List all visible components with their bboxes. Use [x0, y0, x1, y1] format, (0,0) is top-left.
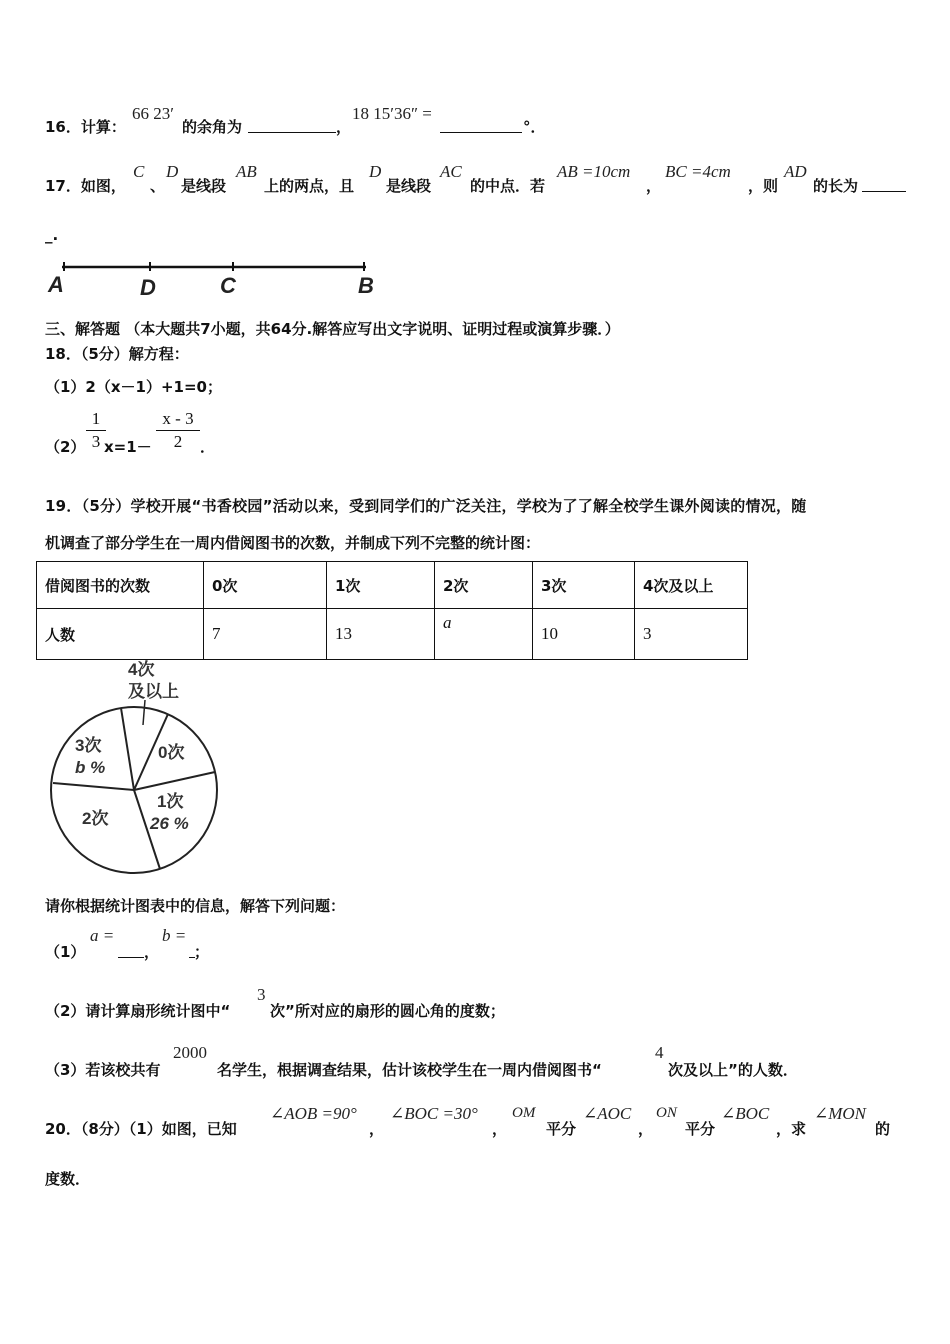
q19-sub3-text-3: 次及以上”的人数． — [668, 1061, 798, 1079]
table-row-counts — [37, 609, 748, 660]
table-cell: 人数 — [37, 609, 204, 660]
q16-number: 16．计算： — [45, 118, 126, 136]
q17-var-d2: D — [369, 162, 382, 181]
q19-sub1-comma: ， — [144, 943, 160, 961]
q19-line-1: 19．（5分）学校开展“书香校园”活动以来，受到同学们的广泛关注，学校为了了解全校学生课外阅读的情况，随 — [45, 497, 807, 515]
q16-angle-expr-2: 18 15′36″ = — [352, 104, 432, 123]
q19-sub1-end: ； — [194, 943, 210, 961]
pie-label-1: 1次 — [157, 792, 184, 811]
q17-text-1: 是线段 — [181, 177, 227, 195]
q19-prompt: 请你根据统计图表中的信息，解答下列问题： — [45, 897, 346, 915]
table-cell: 3 — [635, 609, 748, 660]
q17-sep: 、 — [150, 177, 166, 195]
q17-text-2: 上的两点，且 — [264, 177, 355, 195]
q20-angle-boc: ∠BOC — [721, 1104, 770, 1123]
q20-comma-3: ， — [638, 1120, 654, 1138]
label-a: A — [48, 272, 64, 297]
q19-line-2: 机调查了部分学生在一周内借阅图书的次数，并制成下列不完整的统计图： — [45, 534, 541, 552]
q19-blank-a[interactable] — [118, 942, 144, 958]
table-cell: a — [435, 609, 533, 660]
pie-chart — [44, 655, 229, 877]
pie-label-1-pct: 26 % — [150, 814, 189, 833]
q18-part-1: （1）2（x－1）+1=0； — [45, 378, 222, 396]
q20-line-2: 度数． — [45, 1170, 91, 1188]
q16-angle-expr: 66 23′ — [132, 104, 174, 123]
q20-text: 20．（8分）（1）如图，已知 — [45, 1120, 237, 1138]
q20-text-of: 的 — [875, 1120, 891, 1138]
pie-label-4-line2: 及以上 — [128, 682, 179, 701]
table-cell: 1次 — [327, 562, 435, 609]
q20-text-bisect-1: 平分 — [546, 1120, 577, 1138]
pie-label-4: 4次 — [128, 660, 155, 679]
table-cell: 10 — [533, 609, 635, 660]
q19-sub1-b: b = — [162, 926, 187, 945]
pie-label-3: 3次 — [75, 736, 102, 755]
q16-end: °． — [523, 118, 546, 136]
q17-var-c: C — [133, 162, 145, 181]
table-row-header — [37, 562, 748, 609]
pie-divider — [121, 708, 134, 790]
q19-sub1-a: a = — [90, 926, 115, 945]
frac1-numerator: 1 — [91, 409, 101, 428]
section-3-title: 三、解答题 （本大题共7小题，共64分.解答应写出文字说明、证明过程或演算步骤．） — [45, 320, 620, 338]
label-d: D — [140, 275, 156, 300]
q17-text-6: 的长为 — [813, 177, 859, 195]
pie-label-3-pct: b % — [75, 758, 106, 777]
segment-figure — [44, 255, 384, 300]
q19-sub3-num: 2000 — [173, 1043, 207, 1062]
label-c: C — [220, 273, 236, 298]
q18-part-2-end: ． — [200, 438, 216, 456]
pie-label-0: 0次 — [158, 743, 185, 762]
q20-angle-mon: ∠MON — [814, 1104, 867, 1123]
q17-blank[interactable] — [862, 176, 906, 192]
table-cell: 0次 — [204, 562, 327, 609]
frac2-denominator: 2 — [173, 432, 183, 451]
q17-var-d: D — [166, 162, 179, 181]
q18-fraction-2 — [156, 409, 200, 452]
table-cell: 2次 — [435, 562, 533, 609]
pie-divider — [134, 772, 215, 790]
pie-divider — [53, 783, 134, 790]
q20-eq-aob: ∠AOB =90° — [270, 1104, 357, 1123]
q16-comma: ， — [336, 118, 352, 136]
q19-sub2-num: 3 — [257, 985, 266, 1004]
q19-sub3-text-2: 名学生，根据调查结果，估计该校学生在一周内借阅图书“ — [217, 1061, 602, 1079]
q20-var-on: ON — [656, 1105, 677, 1121]
pie-leader-line — [143, 700, 145, 725]
stats-table — [36, 561, 748, 660]
q16-blank-1[interactable] — [248, 117, 336, 133]
q17-var-ad: AD — [784, 162, 807, 181]
table-cell: 13 — [327, 609, 435, 660]
q19-sub3-num-2: 4 — [655, 1043, 664, 1062]
q20-comma-1: ， — [369, 1120, 385, 1138]
q19-sub2-text: （2）请计算扇形统计图中“ — [45, 1002, 231, 1020]
q20-text-find: ，求 — [776, 1120, 807, 1138]
q20-eq-boc: ∠BOC =30° — [390, 1104, 478, 1123]
q17-end: _. — [45, 226, 59, 244]
q17-var-ac: AC — [440, 162, 462, 181]
frac1-denominator: 3 — [91, 432, 101, 451]
q17-var-ab: AB — [236, 162, 257, 181]
q18-part-2-mid: x=1－ — [104, 438, 152, 456]
q18-title: 18．（5分）解方程： — [45, 345, 189, 363]
q18-fraction-1 — [86, 409, 106, 452]
table-cell: 借阅图书的次数 — [37, 562, 204, 609]
frac2-numerator: x - 3 — [162, 409, 194, 428]
q16-text: 的余角为 — [182, 118, 243, 136]
q20-text-bisect-2: 平分 — [685, 1120, 716, 1138]
q17-eq-ab: AB =10cm — [557, 162, 631, 181]
label-b: B — [358, 273, 374, 298]
table-cell: 7 — [204, 609, 327, 660]
table-cell: 3次 — [533, 562, 635, 609]
q16-blank-2[interactable] — [440, 117, 522, 133]
table-cell: 4次及以上 — [635, 562, 748, 609]
frac2-bar — [156, 430, 200, 431]
q19-sub3-text: （3）若该校共有 — [45, 1061, 161, 1079]
q17-text-4: 的中点．若 — [470, 177, 546, 195]
q17-eq-bc: BC =4cm — [665, 162, 731, 181]
q19-sub1-label: （1） — [45, 943, 86, 961]
q17-number: 17．如图， — [45, 177, 126, 195]
frac1-bar — [86, 430, 106, 431]
q17-comma: ， — [646, 177, 662, 195]
q19-sub2-text-2: 次”所对应的扇形的圆心角的度数； — [270, 1002, 505, 1020]
q20-var-om: OM — [512, 1105, 536, 1121]
q17-text-3: 是线段 — [386, 177, 432, 195]
q20-comma-2: ， — [492, 1120, 508, 1138]
pie-label-2: 2次 — [82, 809, 109, 828]
q20-angle-aoc: ∠AOC — [583, 1104, 632, 1123]
q18-part-2-label: （2） — [45, 438, 86, 456]
q17-text-5: ，则 — [748, 177, 779, 195]
